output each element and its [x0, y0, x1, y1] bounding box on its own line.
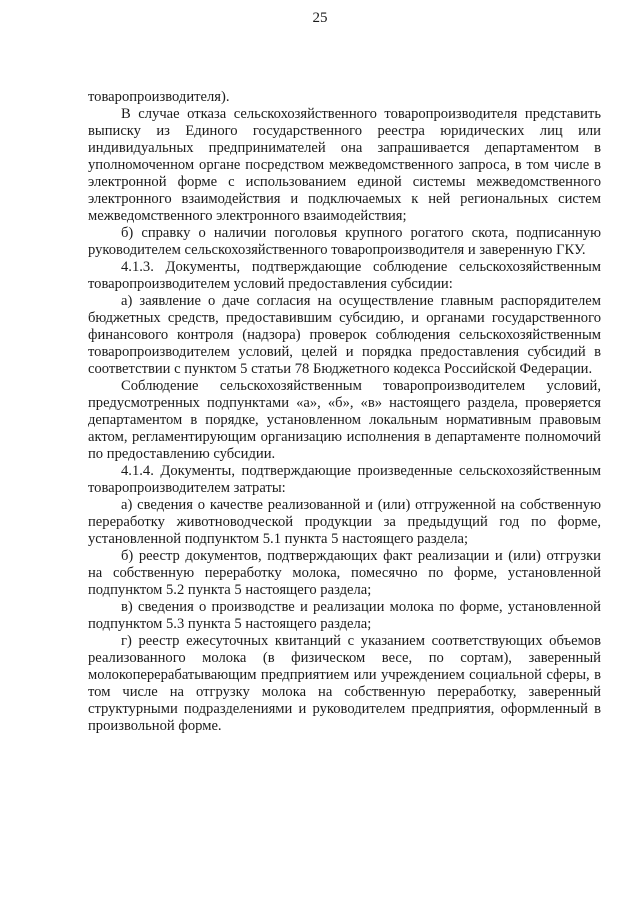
- paragraph-item-v-production-info: в) сведения о производстве и реализации молока по форме, установленной подпунктом 5.3 пункта 5 настоящего раздела;: [88, 599, 601, 632]
- paragraph-item-b-cattle-certificate: б) справку о наличии поголовья крупного рогатого скота, подписанную руководителем сельскохозяйственного товаропроизводителя и заверенную ГКУ.: [88, 225, 601, 258]
- document-body: [88, 89, 601, 735]
- paragraph-item-b-documents-register: б) реестр документов, подтверждающих факт реализации и (или) отгрузки на собственную переработку молока, помесячно по форме, установленной подпунктом 5.2 пункта 5 настоящего раздела;: [88, 548, 601, 598]
- paragraph-4-1-4-heading: 4.1.4. Документы, подтверждающие произведенные сельскохозяйственным товаропроизводителем затраты:: [88, 463, 601, 496]
- paragraph-item-a-quality-info: а) сведения о качестве реализованной и (или) отгруженной на собственную переработку животноводческой продукции за предыдущий год по форме, установленной подпунктом 5.1 пункта 5 настоящего раздела;: [88, 497, 601, 547]
- paragraph-item-g-receipts-register: г) реестр ежесуточных квитанций с указанием соответствующих объемов реализованного молока (в физическом весе, по сортам), заверенный молокоперерабатывающим предприятием или учреждением социальной сферы, в том числе на отгрузку молока на собственную переработку, заверенный структурными подразделениями и руководителем предприятия, оформленный в произвольной форме.: [88, 633, 601, 734]
- paragraph-continuation: товаропроизводителя).: [88, 89, 230, 105]
- paragraph-compliance-check: Соблюдение сельскохозяйственным товаропроизводителем условий, предусмотренных подпунктами «а», «б», «в» настоящего раздела, проверяется департаментом в порядке, установленном локальным нормативным правовым актом, регламентирующим организацию исполнения в департаменте полномочий по предоставлению субсидии.: [88, 378, 601, 462]
- paragraph-refusal-extract: В случае отказа сельскохозяйственного товаропроизводителя представить выписку из Единого государственного реестра юридических лиц или индивидуальных предпринимателей она запрашивается департаментом в уполномоченном органе посредством межведомственного запроса, в том числе в электронной форме с использованием единой системы межведомственного электронного взаимодействия и подключаемых к ней региональных систем межведомственного электронного взаимодействия;: [88, 106, 601, 224]
- paragraph-item-a-consent-statement: а) заявление о даче согласия на осуществление главным распорядителем бюджетных средств, предоставившим субсидию, и органами государственного финансового контроля (надзора) проверок соблюдения сельскохозяйственным товаропроизводителем условий, целей и порядка предоставления субсидий в соответствии с пунктом 5 статьи 78 Бюджетного кодекса Российской Федерации.: [88, 293, 601, 377]
- page-number: 25: [312, 10, 328, 26]
- paragraph-4-1-3-heading: 4.1.3. Документы, подтверждающие соблюдение сельскохозяйственным товаропроизводителем условий предоставления субсидии:: [88, 259, 601, 292]
